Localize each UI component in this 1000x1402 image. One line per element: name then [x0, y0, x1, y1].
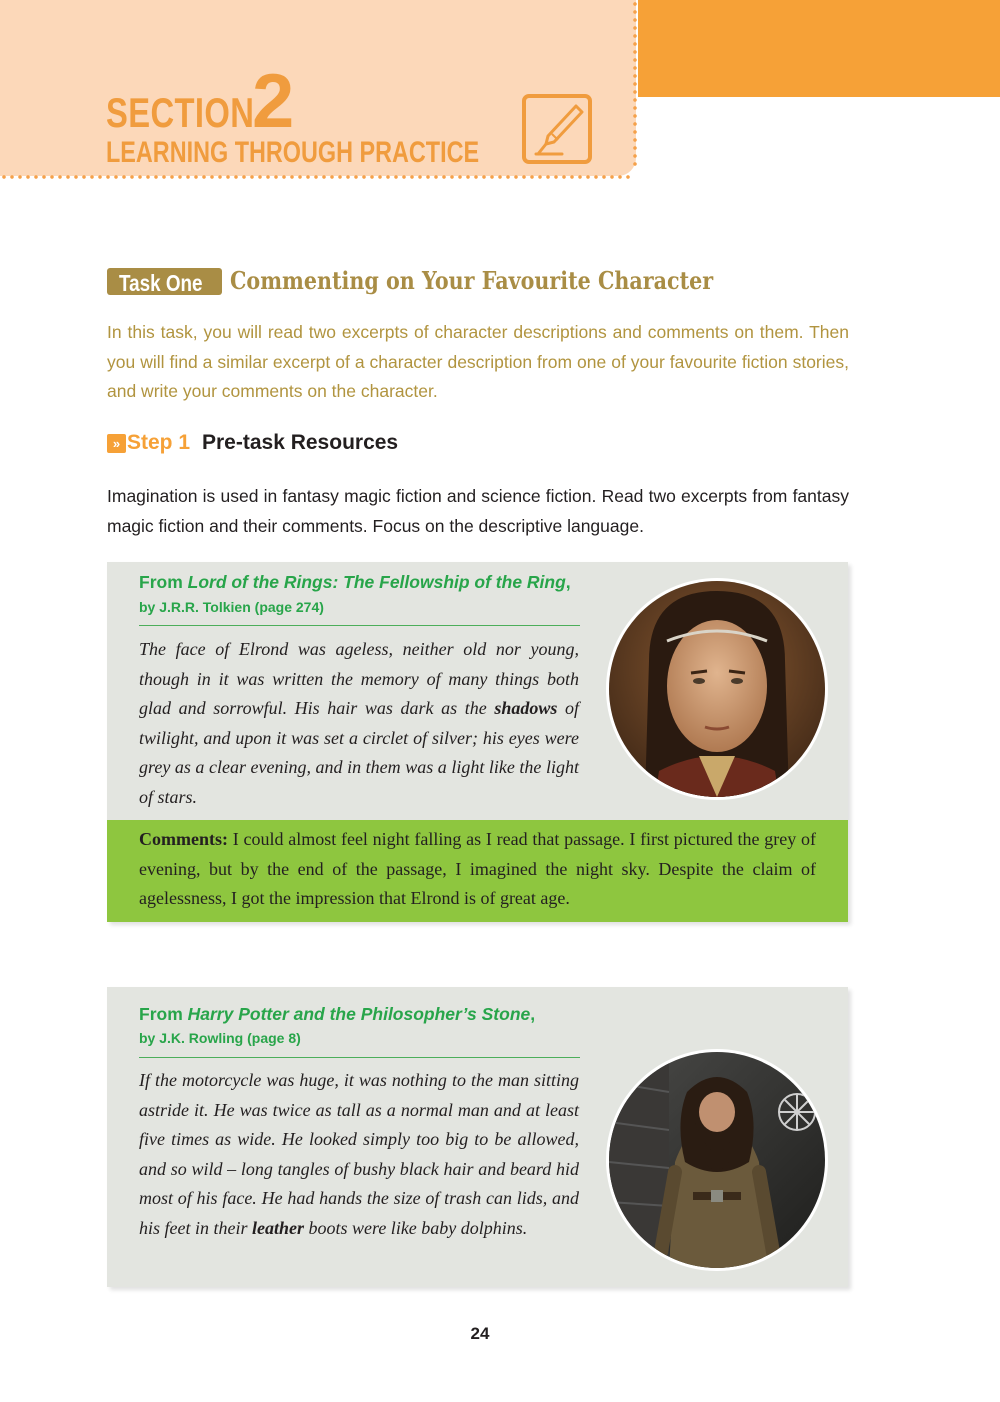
header-accent-bar — [638, 0, 1000, 97]
step-lead: Imagination is used in fantasy magic fiction and science fiction. Read two excerpts from fantasy magic fiction and their comments. Focus on the descriptive language. — [107, 486, 849, 536]
excerpt-bold-word: shadows — [494, 698, 558, 718]
divider — [139, 625, 580, 626]
divider — [139, 1057, 580, 1058]
excerpt-text — [139, 635, 579, 812]
step-label: Step 1 — [127, 431, 191, 454]
excerpt-byline: by J.K. Rowling (page 8) — [139, 1030, 301, 1046]
task-intro: In this task, you will read two excerpts of character descriptions and comments on them. Then you will find a similar excerpt of a character description from one of your favourite fiction stories, and write your comments on the character. — [107, 322, 849, 401]
task-label-badge — [107, 268, 222, 295]
excerpt-card — [107, 987, 848, 1287]
excerpt-byline: by J.R.R. Tolkien (page 274) — [139, 599, 324, 615]
double-chevron-icon: » — [107, 434, 126, 453]
comments-body: I could almost feel night falling as I read that passage. I first pictured the grey of evening, but by the end of the passage, I imagined the night sky. Despite the claim of agelessness, I got the impression that Elrond is of great age. — [139, 829, 816, 908]
excerpt-source — [139, 1004, 535, 1025]
section-number: 2 — [252, 59, 295, 144]
excerpt-bold-word: leather — [251, 1217, 304, 1238]
comments-text — [139, 825, 816, 914]
comments-label: Comments: — [139, 829, 228, 849]
dotted-border — [0, 174, 630, 180]
page-number: 24 — [470, 1324, 490, 1343]
excerpt-text-part: If the motorcycle was huge, it was nothing to the man sitting astride it. He was twice as tall as a normal man and at least five times as wide. He looked simply too big to be allowed, and so wild – long tangles of bushy black hair and beard hid most of his face. He had hands the size of trash can lids, and his feet in their — [139, 1070, 579, 1238]
source-prefix: From — [139, 1004, 188, 1024]
excerpt-text — [139, 1066, 579, 1243]
step-title: Pre-task Resources — [202, 431, 399, 454]
excerpt-text-part: The face of Elrond was ageless, neither old nor young, though in it was written the memory of many things both glad and sorrowful. His hair was dark as the — [139, 639, 579, 718]
book-title: Harry Potter and the Philosopher’s Stone — [187, 1004, 531, 1024]
excerpt-card — [107, 562, 848, 922]
pen-icon — [522, 94, 592, 164]
excerpt-source — [139, 572, 571, 593]
section-subtitle: LEARNING THROUGH PRACTICE — [106, 136, 480, 169]
source-prefix: From — [139, 572, 188, 592]
task-title: Commenting on Your Favourite Character — [230, 266, 714, 295]
comments-box — [107, 820, 848, 922]
excerpt-text-part: of twilight, and upon it was set a circlet of silver; his eyes were grey as a clear evening, and in them was a light like the light of stars. — [139, 698, 579, 807]
task-label: Task One — [119, 270, 203, 296]
excerpt-text-part: boots were like baby dolphins. — [303, 1217, 528, 1238]
source-suffix: , — [565, 572, 571, 592]
character-portrait — [606, 1049, 828, 1271]
source-suffix: , — [530, 1004, 536, 1024]
book-title: Lord of the Rings: The Fellowship of the Ring — [187, 572, 566, 592]
section-word: SECTION — [106, 89, 255, 136]
character-portrait — [606, 578, 828, 800]
